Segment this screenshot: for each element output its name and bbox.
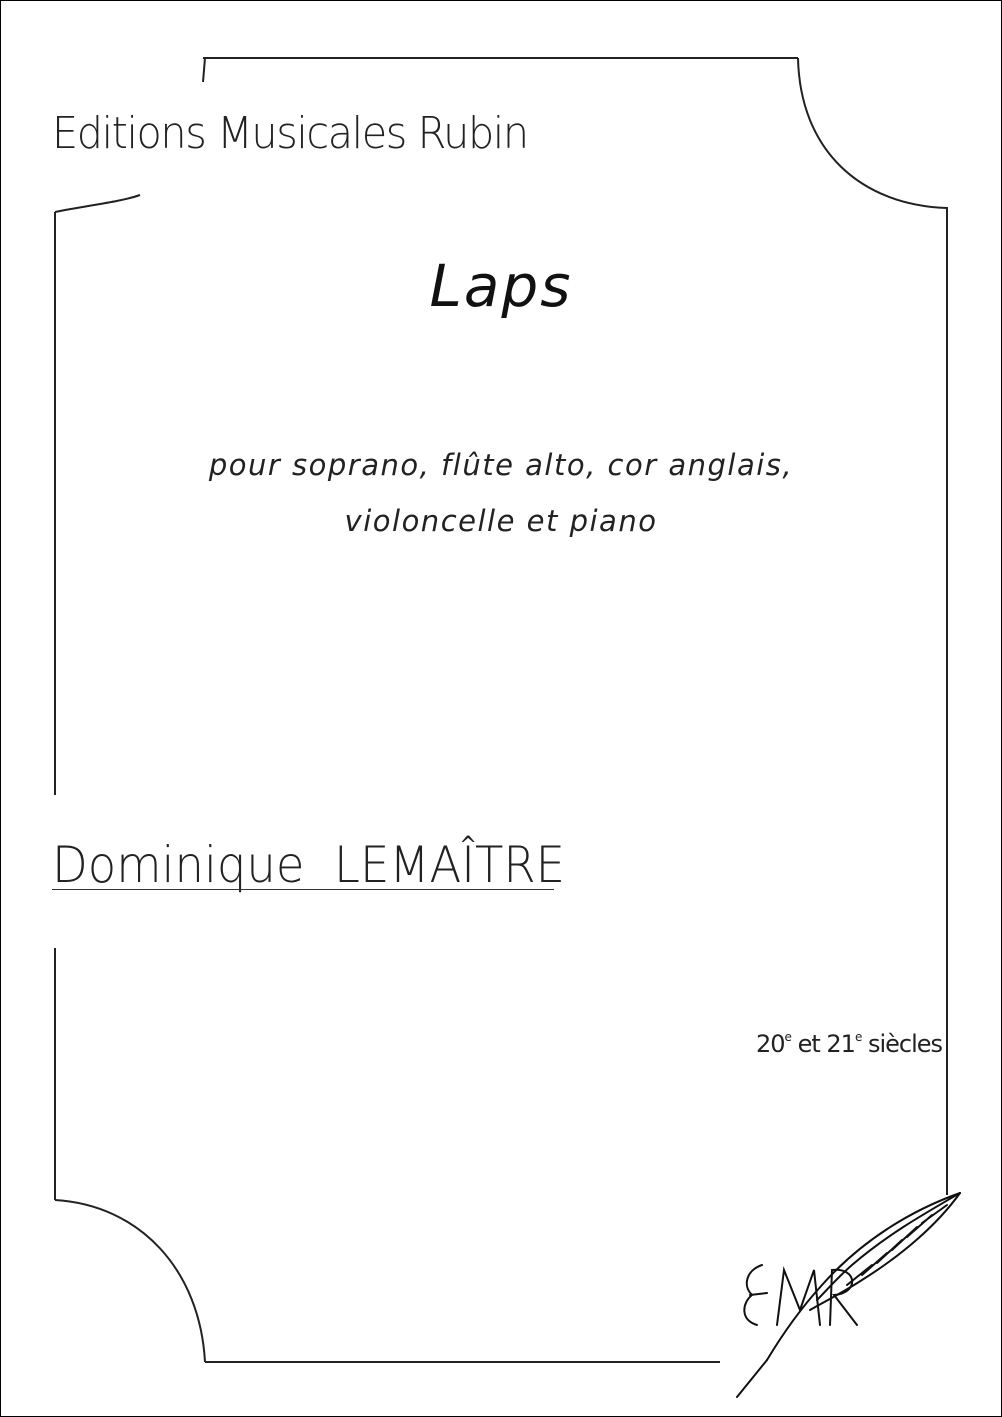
composer-first-name: Dominique: [52, 836, 305, 894]
instrumentation-line-2: violoncelle et piano: [344, 504, 658, 538]
composer-underline: [52, 889, 554, 890]
composer-name: [52, 836, 565, 894]
century-and: et: [797, 1030, 820, 1058]
century-sup-1: e: [784, 1030, 791, 1044]
century-num-1: 20: [756, 1030, 785, 1058]
composer-last-name: LEMAÎTRE: [334, 836, 566, 894]
publisher-name: Editions Musicales Rubin: [52, 108, 528, 159]
century-num-2: 21: [826, 1030, 855, 1058]
emr-logo: [722, 1185, 967, 1400]
instrumentation-line-1: pour soprano, flûte alto, cor anglais,: [208, 448, 794, 482]
century-sup-2: e: [854, 1030, 862, 1044]
collection-label: [756, 1030, 942, 1058]
century-word: siècles: [867, 1030, 943, 1058]
work-title: Laps: [429, 252, 573, 320]
